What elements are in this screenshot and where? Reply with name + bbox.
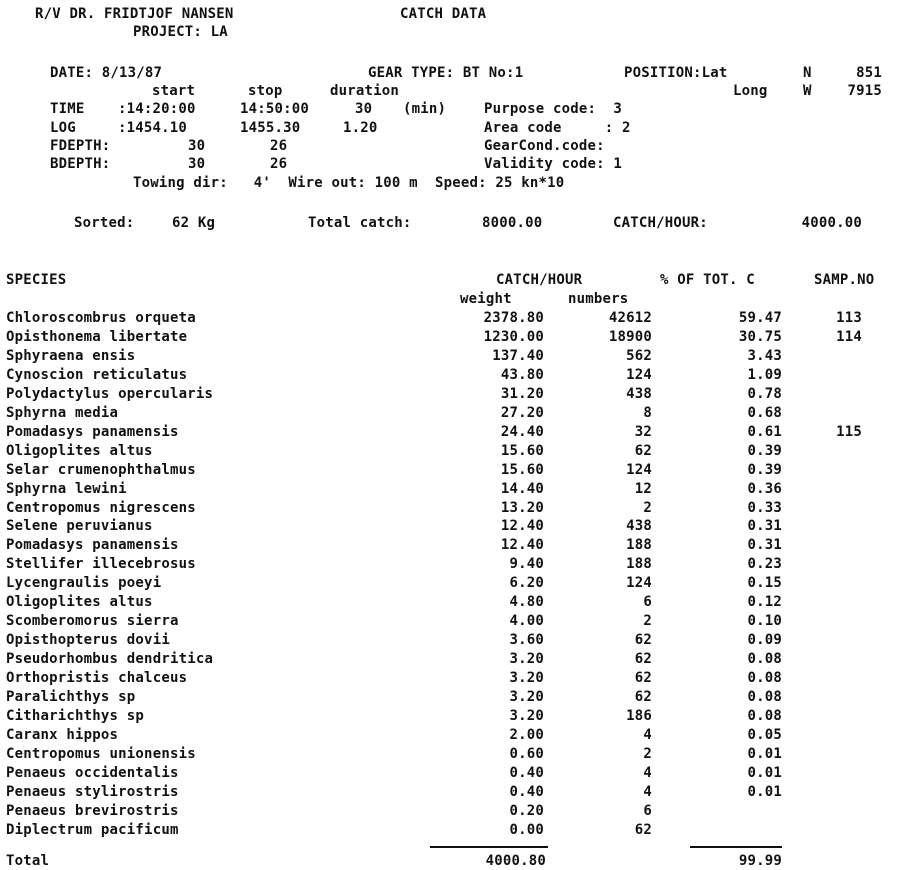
fdepth-start: 30 [188, 138, 206, 154]
gear-type: GEAR TYPE: BT No:1 [368, 65, 524, 81]
weight-value: 15.60 [500, 462, 544, 478]
percent-value: 0.15 [747, 575, 782, 591]
species-name: Penaeus occidentalis [6, 765, 179, 781]
log-duration: 1.20 [343, 120, 378, 136]
numbers-value: 62 [634, 670, 652, 686]
percent-value: 0.61 [747, 424, 782, 440]
validity-code: Validity code: 1 [484, 156, 623, 172]
numbers-value: 2 [643, 613, 652, 629]
numbers-column-header: numbers [568, 291, 629, 307]
numbers-value: 8 [643, 405, 652, 421]
bdepth-label: BDEPTH: [50, 156, 111, 172]
numbers-value: 6 [643, 803, 652, 819]
time-label: TIME [50, 101, 85, 117]
lat-value: 851 [856, 65, 882, 81]
weight-column-header: weight [460, 291, 512, 307]
log-label: LOG [50, 120, 76, 136]
weight-value: 9.40 [509, 556, 544, 572]
weight-value: 3.60 [509, 632, 544, 648]
weight-value: 2.00 [509, 727, 544, 743]
percent-total-column-header: % OF TOT. C [660, 272, 755, 288]
species-name: Orthopristis chalceus [6, 670, 188, 686]
species-name: Stellifer illecebrosus [6, 556, 196, 572]
species-name: Polydactylus opercularis [6, 386, 214, 402]
weight-value: 3.20 [509, 670, 544, 686]
col-duration-header: duration [330, 83, 400, 99]
percent-value: 0.68 [747, 405, 782, 421]
percent-value: 3.43 [747, 348, 782, 364]
percent-value: 0.01 [747, 746, 782, 762]
species-name: Centropomus nigrescens [6, 500, 196, 516]
species-name: Selene peruvianus [6, 518, 153, 534]
catch-hour-column-header: CATCH/HOUR [496, 272, 583, 288]
percent-total-rule [690, 846, 782, 848]
long-label: Long [733, 83, 768, 99]
percent-value: 0.01 [747, 784, 782, 800]
weight-value: 6.20 [509, 575, 544, 591]
catch-per-hour-label: CATCH/HOUR: [613, 215, 708, 231]
area-code: Area code : 2 [484, 120, 631, 136]
percent-value: 0.08 [747, 670, 782, 686]
weight-value: 1230.00 [483, 329, 544, 345]
weight-value: 3.20 [509, 708, 544, 724]
weight-value: 13.20 [500, 500, 544, 516]
weight-value: 0.60 [509, 746, 544, 762]
species-name: Penaeus brevirostris [6, 803, 179, 819]
sample-number: 113 [836, 310, 862, 326]
species-name: Caranx hippos [6, 727, 119, 743]
numbers-value: 62 [634, 632, 652, 648]
weight-value: 4.80 [509, 594, 544, 610]
percent-value: 0.36 [747, 481, 782, 497]
percent-value: 0.08 [747, 651, 782, 667]
species-name: Oligoplites altus [6, 443, 153, 459]
bdepth-start: 30 [188, 156, 206, 172]
numbers-value: 12 [634, 481, 652, 497]
species-name: Citharichthys sp [6, 708, 145, 724]
species-name: Pseudorhombus dendritica [6, 651, 214, 667]
numbers-value: 562 [626, 348, 652, 364]
species-name: Pomadasys panamensis [6, 424, 179, 440]
col-start-header: start [152, 83, 196, 99]
weight-value: 27.20 [500, 405, 544, 421]
species-column-header: SPECIES [6, 272, 67, 288]
total-row-label: Total [6, 853, 50, 869]
species-name: Sphyrna media [6, 405, 119, 421]
numbers-value: 124 [626, 575, 652, 591]
numbers-value: 438 [626, 386, 652, 402]
numbers-value: 124 [626, 367, 652, 383]
percent-value: 0.39 [747, 443, 782, 459]
percent-value: 0.33 [747, 500, 782, 516]
weight-value: 12.40 [500, 537, 544, 553]
percent-value: 0.10 [747, 613, 782, 629]
species-name: Opisthonema libertate [6, 329, 188, 345]
percent-value: 0.31 [747, 518, 782, 534]
weight-value: 0.00 [509, 822, 544, 838]
numbers-value: 188 [626, 537, 652, 553]
species-name: Paralichthys sp [6, 689, 136, 705]
numbers-value: 4 [643, 784, 652, 800]
weight-value: 31.20 [500, 386, 544, 402]
weight-total-rule [430, 846, 548, 848]
numbers-value: 124 [626, 462, 652, 478]
percent-value: 0.39 [747, 462, 782, 478]
weight-value: 24.40 [500, 424, 544, 440]
species-name: Chloroscombrus orqueta [6, 310, 196, 326]
fdepth-stop: 26 [270, 138, 288, 154]
numbers-value: 186 [626, 708, 652, 724]
vessel-name: R/V DR. FRIDTJOF NANSEN [35, 6, 234, 22]
sample-number: 115 [836, 424, 862, 440]
species-name: Opisthopterus dovii [6, 632, 170, 648]
total-weight: 4000.80 [485, 853, 546, 869]
sorted-label: Sorted: [74, 215, 135, 231]
percent-value: 30.75 [738, 329, 782, 345]
project-label: PROJECT: LA [133, 24, 228, 40]
numbers-value: 4 [643, 727, 652, 743]
numbers-value: 188 [626, 556, 652, 572]
numbers-value: 62 [634, 689, 652, 705]
species-name: Lycengraulis poeyi [6, 575, 162, 591]
numbers-value: 4 [643, 765, 652, 781]
species-name: Selar crumenophthalmus [6, 462, 196, 478]
percent-value: 0.78 [747, 386, 782, 402]
weight-value: 0.40 [509, 784, 544, 800]
weight-value: 3.20 [509, 651, 544, 667]
percent-value: 0.12 [747, 594, 782, 610]
catch-per-hour-value: 4000.00 [801, 215, 862, 231]
sample-number-column-header: SAMP.NO [814, 272, 875, 288]
weight-value: 137.40 [492, 348, 544, 364]
weight-value: 3.20 [509, 689, 544, 705]
numbers-value: 6 [643, 594, 652, 610]
report-title: CATCH DATA [400, 6, 487, 22]
weight-value: 2378.80 [483, 310, 544, 326]
percent-value: 59.47 [738, 310, 782, 326]
percent-value: 0.01 [747, 765, 782, 781]
numbers-value: 62 [634, 443, 652, 459]
numbers-value: 62 [634, 651, 652, 667]
sample-number: 114 [836, 329, 862, 345]
total-catch-value: 8000.00 [482, 215, 543, 231]
bdepth-stop: 26 [270, 156, 288, 172]
numbers-value: 62 [634, 822, 652, 838]
percent-value: 1.09 [747, 367, 782, 383]
numbers-value: 438 [626, 518, 652, 534]
weight-value: 14.40 [500, 481, 544, 497]
col-stop-header: stop [248, 83, 283, 99]
time-unit: (min) [403, 101, 447, 117]
species-name: Diplectrum pacificum [6, 822, 179, 838]
species-name: Scomberomorus sierra [6, 613, 179, 629]
lat-direction: N [803, 65, 812, 81]
total-catch-label: Total catch: [308, 215, 412, 231]
log-stop: 1455.30 [240, 120, 301, 136]
numbers-value: 32 [634, 424, 652, 440]
weight-value: 0.40 [509, 765, 544, 781]
purpose-code: Purpose code: 3 [484, 101, 623, 117]
weight-value: 4.00 [509, 613, 544, 629]
log-start: :1454.10 [118, 120, 188, 136]
date-label: DATE: 8/13/87 [50, 65, 163, 81]
numbers-value: 42612 [608, 310, 652, 326]
numbers-value: 18900 [608, 329, 652, 345]
species-name: Pomadasys panamensis [6, 537, 179, 553]
long-value: 7915 [847, 83, 882, 99]
gear-condition-code: GearCond.code: [484, 138, 605, 154]
percent-value: 0.31 [747, 537, 782, 553]
species-name: Penaeus stylirostris [6, 784, 179, 800]
fdepth-label: FDEPTH: [50, 138, 111, 154]
species-name: Centropomus unionensis [6, 746, 196, 762]
species-name: Sphyraena ensis [6, 348, 136, 364]
percent-value: 0.23 [747, 556, 782, 572]
time-stop: 14:50:00 [240, 101, 310, 117]
percent-value: 0.09 [747, 632, 782, 648]
percent-value: 0.08 [747, 689, 782, 705]
towing-line: Towing dir: 4' Wire out: 100 m Speed: 25 kn*10 [133, 175, 565, 191]
sorted-value: 62 Kg [172, 215, 216, 231]
species-name: Oligoplites altus [6, 594, 153, 610]
species-name: Sphyrna lewini [6, 481, 127, 497]
numbers-value: 2 [643, 746, 652, 762]
time-start: :14:20:00 [118, 101, 196, 117]
percent-value: 0.05 [747, 727, 782, 743]
weight-value: 15.60 [500, 443, 544, 459]
weight-value: 12.40 [500, 518, 544, 534]
weight-value: 0.20 [509, 803, 544, 819]
numbers-value: 2 [643, 500, 652, 516]
species-name: Cynoscion reticulatus [6, 367, 188, 383]
total-percent: 99.99 [738, 853, 782, 869]
percent-value: 0.08 [747, 708, 782, 724]
time-duration: 30 [355, 101, 373, 117]
position-lat-label: POSITION:Lat [624, 65, 728, 81]
long-direction: W [803, 83, 812, 99]
weight-value: 43.80 [500, 367, 544, 383]
